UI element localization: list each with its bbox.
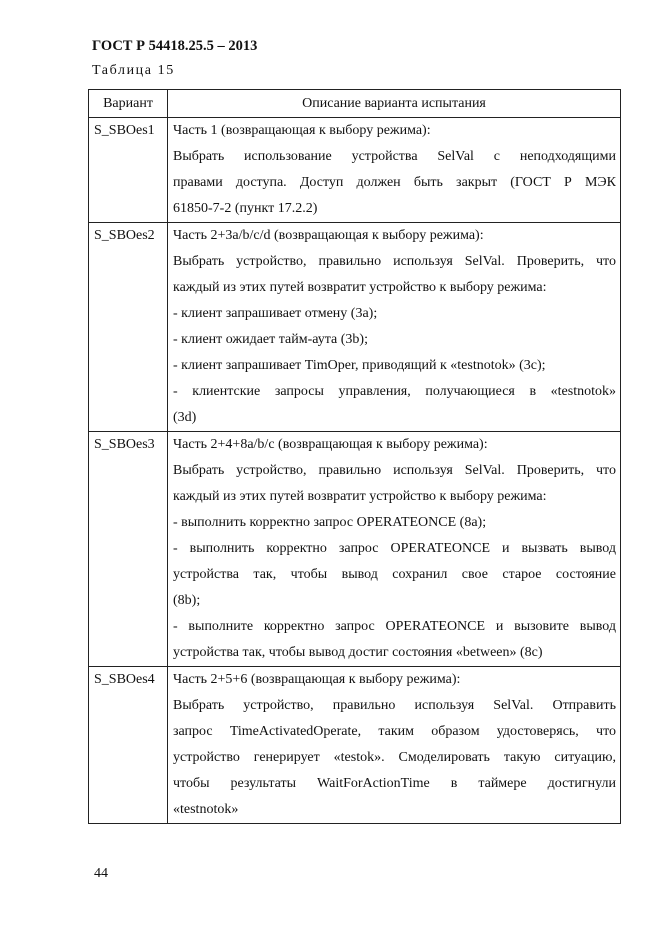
variant-description <box>168 223 621 432</box>
description-line: - выполнить корректно запрос OPERATEONCE и вызвать вывод <box>173 541 616 556</box>
description-line: Выбрать устройство, правильно используя SelVal. Проверить, что <box>173 254 616 269</box>
description-line: - выполнить корректно запрос OPERATEONCE (8a); <box>173 515 487 530</box>
description-line: устройства так, чтобы вывод достиг состояния «between» (8c) <box>173 645 543 660</box>
description-line: устройства так, чтобы вывод сохранил свое старое состояние <box>173 567 616 582</box>
page-number: 44 <box>94 866 108 881</box>
description-line: (3d) <box>173 410 197 425</box>
variant-description <box>168 432 621 667</box>
table-row <box>89 432 621 667</box>
table-row <box>89 118 621 223</box>
description-line: 61850-7-2 (пункт 17.2.2) <box>173 201 318 216</box>
table-header-row <box>89 90 621 118</box>
description-line: - клиент запрашивает TimOper, приводящий к «testnotok» (3c); <box>173 358 546 373</box>
description-line: - клиент запрашивает отмену (3a); <box>173 306 378 321</box>
description-line: (8b); <box>173 593 201 608</box>
description-line: правами доступа. Доступ должен быть закрыт (ГОСТ Р МЭК <box>173 175 616 190</box>
document-header: ГОСТ Р 54418.25.5 – 2013 <box>92 38 258 54</box>
variant-code: S_SBOes4 <box>89 667 168 824</box>
variant-code: S_SBOes2 <box>89 223 168 432</box>
description-line: - выполните корректно запрос OPERATEONCE и вызовите вывод <box>173 619 616 634</box>
description-line: - клиент ожидает тайм-аута (3b); <box>173 332 368 347</box>
variant-code: S_SBOes3 <box>89 432 168 667</box>
description-line: Часть 2+5+6 (возвращающая к выбору режима): <box>173 672 461 687</box>
description-line: каждый из этих путей возвратит устройство к выбору режима: <box>173 280 547 295</box>
column-header-description: Описание варианта испытания <box>168 90 621 118</box>
table-row <box>89 223 621 432</box>
description-line: Часть 1 (возвращающая к выбору режима): <box>173 123 431 138</box>
variant-description <box>168 118 621 223</box>
description-line: устройство генерирует «testok». Смоделировать такую ситуацию, <box>173 750 616 765</box>
description-line: Выбрать устройство, правильно используя SelVal. Отправить <box>173 698 616 713</box>
variant-description <box>168 667 621 824</box>
table-caption: Таблица 15 <box>92 63 175 78</box>
description-line: Выбрать устройство, правильно используя SelVal. Проверить, что <box>173 463 616 478</box>
table-row <box>89 667 621 824</box>
description-line: - клиентские запросы управления, получающиеся в «testnotok» <box>173 384 616 399</box>
description-line: чтобы результаты WaitForActionTime в таймере достигнули <box>173 776 616 791</box>
description-line: Выбрать использование устройства SelVal с неподходящими <box>173 149 616 164</box>
test-variants-table <box>88 89 621 824</box>
description-line: Часть 2+3a/b/c/d (возвращающая к выбору режима): <box>173 228 484 243</box>
column-header-variant: Вариант <box>89 90 168 118</box>
description-line: запрос TimeActivatedOperate, таким образом удостоверясь, что <box>173 724 616 739</box>
description-line: Часть 2+4+8a/b/c (возвращающая к выбору режима): <box>173 437 488 452</box>
description-line: каждый из этих путей возвратит устройство к выбору режима: <box>173 489 547 504</box>
variant-code: S_SBOes1 <box>89 118 168 223</box>
description-line: «testnotok» <box>173 802 239 817</box>
